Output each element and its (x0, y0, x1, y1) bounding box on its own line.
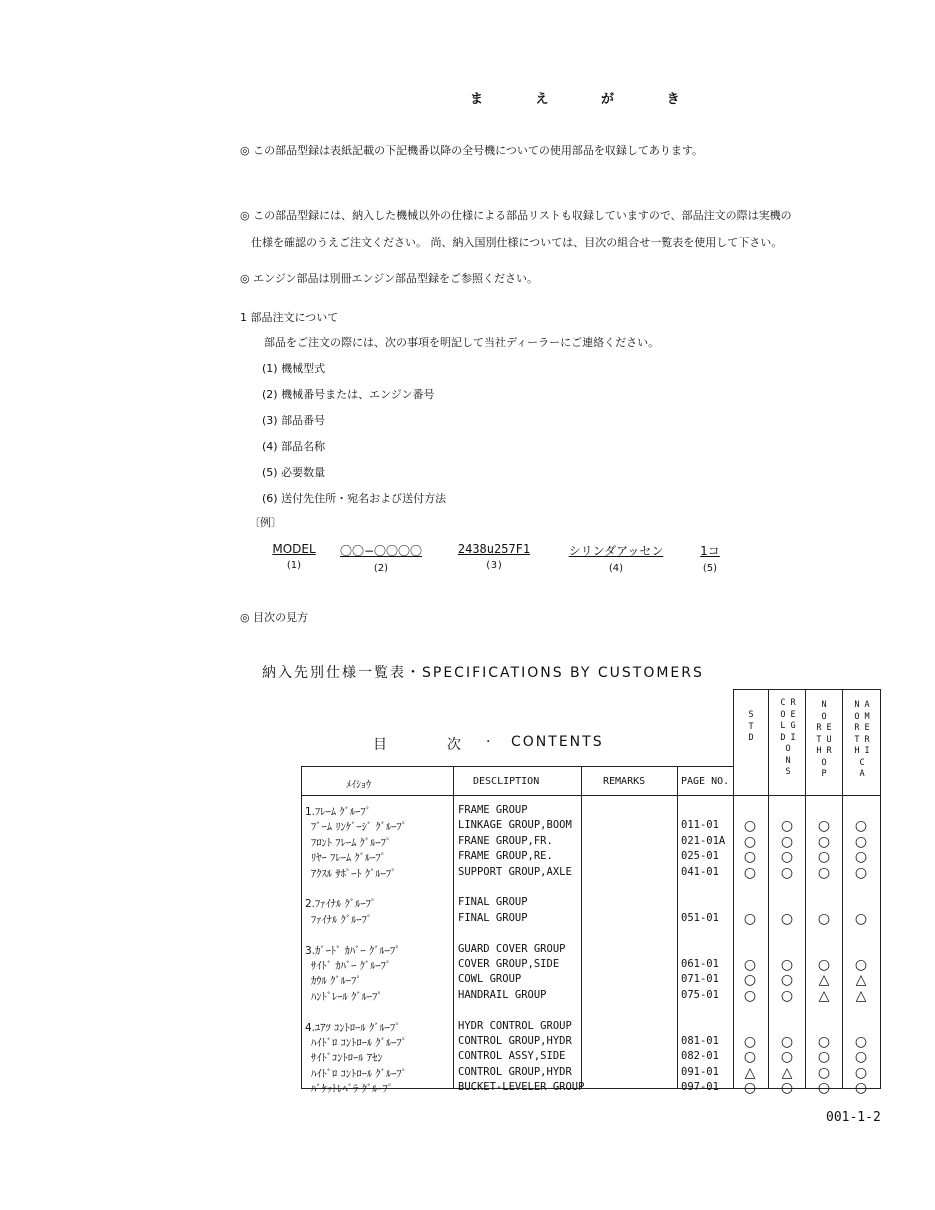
spec-col-char: C (859, 757, 865, 768)
spec-mark: ○ (817, 818, 831, 835)
table-row (0, 1035, 935, 1050)
row-page-no: 097-01 (681, 1081, 719, 1094)
spec-mark: ○ (817, 1049, 831, 1066)
spec-col-char: C R (780, 698, 796, 708)
paragraph-2: ◎ この部品型録には、納入した機械以外の仕様による部品リストも収録していますので、部品注文の際は実機の (240, 209, 792, 222)
row-name-jp: 2.ﾌｧｲﾅﾙ ｸﾞﾙｰﾌﾟ (305, 898, 377, 911)
spec-col-char: O E (780, 709, 796, 720)
table-row (0, 866, 935, 881)
spec-mark: ○ (817, 957, 831, 973)
spec-mark: ○ (817, 1034, 831, 1050)
table-row (0, 989, 935, 1004)
spec-mark: ○ (854, 957, 868, 973)
spec-mark: ○ (854, 1034, 868, 1050)
spec-mark: △ (855, 972, 867, 989)
spec-col-char: O (785, 744, 791, 754)
spec-mark: ○ (854, 1064, 868, 1081)
row-description: HYDR CONTROL GROUP (458, 1019, 572, 1032)
table-row (0, 850, 935, 865)
spec-mark: △ (855, 987, 867, 1004)
row-name-jp: 3.ｶﾞｰﾄﾞ ｶﾊﾞｰ ｸﾞﾙｰﾌﾟ (305, 944, 401, 957)
spec-mark: ○ (780, 957, 794, 973)
row-page-no: 011-01 (681, 819, 719, 832)
row-description: COVER GROUP,SIDE (458, 958, 560, 970)
row-name-jp: ｱｸｽﾙ ｻﾎﾟｰﾄ ｸﾞﾙｰﾌﾟ (311, 867, 397, 880)
row-page-no: 091-01 (681, 1065, 719, 1078)
table-row (0, 1020, 935, 1035)
spec-col-char: O (821, 711, 827, 722)
row-name-jp: ｻｲﾄﾞｺﾝﾄﾛｰﾙ ｱｾﾝ (311, 1052, 383, 1065)
spec-mark: ○ (817, 864, 831, 881)
row-page-no: 025-01 (681, 850, 719, 863)
row-name-jp: ﾌｧｲﾅﾙ ｸﾞﾙｰﾌﾟ (311, 913, 373, 926)
spec-col-char: N (785, 755, 791, 766)
order-item: (6) 送付先住所・宛名および送付方法 (262, 492, 447, 505)
spec-mark: ○ (854, 864, 868, 881)
example-value: 1コ (700, 544, 720, 558)
row-description: SUPPORT GROUP,AXLE (458, 865, 572, 878)
spec-mark: ○ (817, 910, 831, 927)
row-name-jp: ﾊﾝﾄﾞﾚｰﾙ ｸﾞﾙｰﾌﾟ (311, 990, 383, 1003)
row-name-jp: ﾊｲﾄﾞﾛ ｺﾝﾄﾛｰﾙ ｸﾞﾙｰﾌﾟ (311, 1067, 407, 1080)
spec-col-char: N (821, 700, 827, 710)
row-description: FRAME GROUP (458, 804, 528, 816)
page-title: ま え が き (470, 92, 704, 107)
order-item: (1) 機械型式 (262, 362, 326, 375)
row-description: FRANE GROUP,FR. (458, 834, 553, 847)
spec-col-char: O (821, 757, 827, 768)
spec-col-char: D I (780, 732, 796, 743)
row-page-no: 041-01 (681, 865, 719, 878)
spec-col-char: N A (854, 700, 870, 710)
row-description: CONTROL GROUP,HYDR (458, 1035, 572, 1047)
row-page-no: 071-01 (681, 973, 719, 986)
example-num: (3) (484, 560, 504, 571)
row-description: CONTROL GROUP,HYDR (458, 1065, 572, 1078)
spec-title: 納入先別仕様一覧表・SPECIFICATIONS BY CUSTOMERS (262, 665, 704, 681)
header-remarks: REMARKS (603, 776, 646, 787)
table-row (0, 819, 935, 834)
spec-mark: ○ (743, 987, 757, 1004)
order-item: (2) 機械番号または、エンジン番号 (262, 388, 435, 401)
row-page-no: 081-01 (681, 1035, 719, 1047)
spec-col-char: H I (854, 746, 870, 756)
spec-mark: ○ (780, 864, 794, 881)
row-description: CONTROL ASSY,SIDE (458, 1050, 566, 1063)
table-row (0, 1050, 935, 1065)
contents-dot: · (486, 734, 493, 750)
spec-mark: ○ (854, 910, 868, 927)
spec-mark: ○ (854, 833, 868, 850)
row-name-jp: ﾌﾛﾝﾄ ﾌﾚｰﾑ ｸﾞﾙｰﾌﾟ (311, 836, 392, 849)
spec-mark: ○ (743, 1049, 757, 1066)
row-description: FINAL GROUP (458, 896, 528, 909)
row-page-no: 082-01 (681, 1050, 719, 1063)
page-number: 001-1-2 (826, 1110, 881, 1125)
spec-mark: ○ (780, 833, 794, 850)
spec-col-char: H R (816, 746, 832, 756)
spec-mark: ○ (743, 910, 757, 927)
spec-col-char: R E (854, 723, 870, 733)
row-name-jp: ﾊｲﾄﾞﾛ ｺﾝﾄﾛｰﾙ ｸﾞﾙｰﾌﾟ (311, 1037, 407, 1049)
spec-mark: ○ (780, 1034, 794, 1050)
row-description: COWL GROUP (458, 973, 522, 986)
header-description: DESCLIPTION (473, 776, 540, 787)
spec-mark: ○ (743, 849, 757, 866)
spec-col-char: S (748, 710, 754, 720)
spec-mark: ○ (817, 1064, 831, 1081)
spec-mark: ○ (743, 864, 757, 881)
row-description: FRAME GROUP,RE. (458, 850, 553, 863)
example-num: (1) (286, 560, 302, 571)
spec-mark: ○ (743, 1080, 757, 1097)
spec-mark: ○ (817, 849, 831, 866)
row-page-no: 051-01 (681, 911, 719, 924)
spec-mark: ○ (780, 987, 794, 1004)
row-name-jp: ｻｲﾄﾞ ｶﾊﾞｰ ｸﾞﾙｰﾌﾟ (311, 960, 392, 972)
row-description: HANDRAIL GROUP (458, 988, 547, 1001)
spec-mark: ○ (780, 972, 794, 989)
spec-col-char: L G (780, 721, 796, 731)
paragraph-2-cont: 仕様を確認のうえご注文ください。 尚、納入国別仕様については、目次の組合せ一覧表を使用して下さい。 (251, 236, 783, 249)
row-page-no: 021-01A (681, 834, 726, 847)
spec-col-char: A (859, 769, 865, 779)
example-value: シリンダアッセン (568, 544, 664, 558)
toc-heading: ◎ 目次の見方 (240, 611, 309, 624)
spec-mark: ○ (817, 1080, 831, 1097)
table-row (0, 973, 935, 988)
spec-col-char: P (821, 769, 827, 779)
order-item: (5) 必要数量 (262, 466, 326, 479)
spec-col-char: D (748, 733, 754, 743)
table-row (0, 1066, 935, 1081)
spec-mark: ○ (743, 833, 757, 850)
spec-col-char: T U (816, 734, 832, 745)
spec-mark: ○ (854, 1049, 868, 1066)
example-num: (5) (702, 563, 718, 574)
spec-mark: ○ (743, 1034, 757, 1050)
row-name-jp: ﾘﾔｰ ﾌﾚｰﾑ ｸﾞﾙｰﾌﾟ (311, 852, 386, 865)
example-num: (2) (373, 563, 389, 574)
example-value: 2438u257F1 (457, 542, 531, 556)
row-name-jp: ﾌﾞｰﾑ ﾘﾝｹﾞｰｼﾞ ｸﾞﾙｰﾌﾟ (311, 821, 407, 834)
table-row (0, 1081, 935, 1096)
spec-col-char: S (785, 767, 791, 777)
order-item: (3) 部品番号 (262, 414, 326, 427)
header-page-no: PAGE NO. (681, 776, 730, 787)
contents-jp: 目 (373, 737, 389, 753)
row-name-jp: 4.ﾕｱﾂ ｺﾝﾄﾛｰﾙ ｸﾞﾙｰﾌﾟ (305, 1021, 401, 1034)
row-description: BUCKET-LEVELER GROUP (458, 1081, 585, 1094)
spec-mark: △ (781, 1064, 793, 1081)
table-row (0, 912, 935, 927)
spec-mark: ○ (780, 1080, 794, 1097)
spec-mark: ○ (743, 818, 757, 835)
spec-mark: ○ (780, 849, 794, 866)
spec-mark: ○ (743, 972, 757, 989)
table-row (0, 943, 935, 958)
spec-col-char: R E (816, 723, 832, 733)
spec-mark: ○ (817, 833, 831, 850)
row-page-no: 061-01 (681, 958, 719, 970)
spec-col-char: O M (854, 711, 870, 722)
spec-col-char: T R (854, 734, 870, 745)
row-description: GUARD COVER GROUP (458, 942, 566, 955)
order-intro: 部品をご注文の際には、次の事項を明記して当社ディーラーにご連絡ください。 (264, 336, 660, 349)
spec-mark: △ (744, 1064, 756, 1081)
table-row (0, 896, 935, 911)
row-description: LINKAGE GROUP,BOOM (458, 819, 572, 832)
spec-mark: ○ (743, 957, 757, 973)
paragraph-1: ◎ この部品型録は表紙記載の下記機番以降の全号機についての使用部品を収録してあります。 (240, 144, 703, 157)
row-name-jp: 1.ﾌﾚｰﾑ ｸﾞﾙｰﾌﾟ (305, 806, 371, 818)
spec-col-char: T (748, 721, 754, 732)
spec-mark: ○ (854, 818, 868, 835)
order-heading: 1 部品注文について (240, 311, 339, 324)
spec-mark: △ (818, 987, 830, 1004)
spec-mark: ○ (854, 1080, 868, 1097)
contents-en: CONTENTS (511, 734, 604, 750)
table-row (0, 835, 935, 850)
spec-mark: ○ (780, 910, 794, 927)
row-name-jp: ﾊﾞｹｯﾄﾚﾍﾞﾗ ｸﾞﾙｰﾌﾟ (311, 1083, 394, 1096)
spec-mark: ○ (780, 1049, 794, 1066)
example-num: (4) (608, 563, 624, 574)
spec-mark: △ (818, 972, 830, 989)
table-row (0, 958, 935, 973)
row-page-no: 075-01 (681, 988, 719, 1001)
row-description: FINAL GROUP (458, 911, 528, 924)
spec-mark: ○ (854, 849, 868, 866)
example-value: 〇〇−〇〇〇〇 (339, 544, 423, 558)
paragraph-3: ◎ エンジン部品は別冊エンジン部品型録をご参照ください。 (240, 272, 538, 285)
row-name-jp: ｶｳﾙ ｸﾞﾙｰﾌﾟ (311, 975, 362, 988)
example-value: MODEL (272, 542, 316, 556)
contents-jp2: 次 (447, 737, 463, 753)
order-item: (4) 部品名称 (262, 440, 326, 453)
header-name-jp: ﾒｲｼｮｳ (346, 780, 371, 791)
spec-mark: ○ (780, 818, 794, 835)
table-row (0, 804, 935, 819)
example-label: 〔例〕 (249, 516, 282, 529)
